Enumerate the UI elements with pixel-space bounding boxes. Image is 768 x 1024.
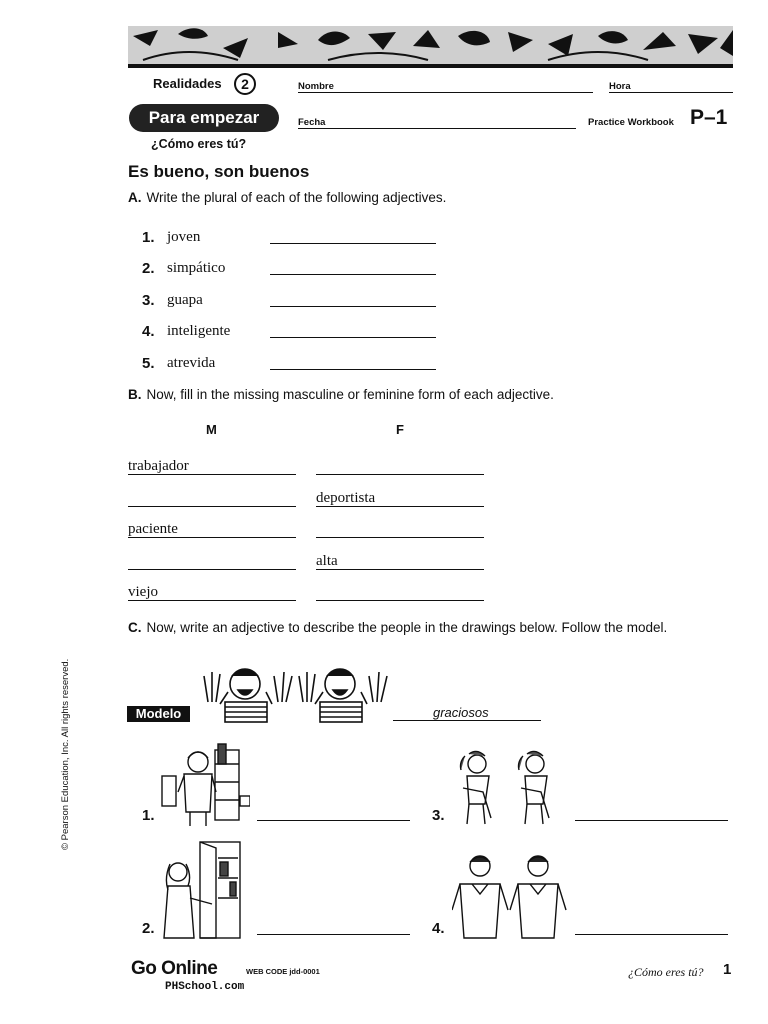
chapter-pill: Para empezar — [129, 104, 279, 132]
model-answer: graciosos — [433, 705, 489, 720]
part-b-letter: B. — [128, 387, 142, 402]
drawing-2-illustration — [160, 838, 245, 940]
masculine-blank[interactable] — [128, 568, 296, 570]
model-illustration — [200, 662, 390, 724]
part-c-letter: C. — [128, 620, 142, 635]
drawing-3-illustration — [455, 748, 570, 828]
drawing-number: 4. — [432, 920, 445, 937]
item-number: 2. — [142, 260, 155, 277]
drawing-answer-blank[interactable] — [257, 933, 410, 935]
item-number: 1. — [142, 229, 155, 246]
model-label: Modelo — [127, 706, 190, 722]
masculine-form: viejo — [128, 584, 158, 600]
workbook-label: Practice Workbook — [588, 117, 674, 128]
hora-label: Hora — [609, 81, 631, 92]
part-c-text: Now, write an adjective to describe the people in the drawings below. Follow the model. — [146, 620, 668, 635]
masculine-form: paciente — [128, 521, 178, 537]
feminine-blank[interactable] — [316, 536, 484, 538]
part-b-text: Now, fill in the missing masculine or feminine form of each adjective. — [146, 387, 554, 402]
drawing-4-illustration — [452, 850, 572, 940]
fecha-label: Fecha — [298, 117, 326, 128]
feminine-blank[interactable] — [316, 505, 484, 507]
page-title: Es bueno, son buenos — [128, 162, 310, 181]
site-address[interactable]: PHSchool.com — [165, 981, 245, 993]
feminine-blank[interactable] — [316, 473, 484, 475]
masculine-form: trabajador — [128, 458, 189, 474]
feminine-blank[interactable] — [316, 568, 484, 570]
feminine-form: deportista — [316, 490, 376, 506]
chapter-subtitle: ¿Cómo eres tú? — [151, 137, 247, 151]
adjective-word: guapa — [167, 292, 203, 308]
page-number: 1 — [723, 961, 732, 978]
adjective-word: simpático — [167, 260, 226, 276]
drawing-answer-blank[interactable] — [257, 819, 410, 821]
item-number: 3. — [142, 292, 155, 309]
banner-pattern — [128, 26, 733, 64]
hora-line[interactable] — [609, 92, 733, 93]
drawing-answer-blank[interactable] — [575, 933, 728, 935]
nombre-line[interactable] — [298, 92, 593, 93]
part-a-text: Write the plural of each of the following adjectives. — [146, 190, 447, 205]
part-a-instruction — [128, 190, 446, 205]
drawing-number: 3. — [432, 807, 445, 824]
masculine-blank[interactable] — [128, 599, 296, 601]
adjective-word: atrevida — [167, 355, 216, 371]
adjective-word: inteligente — [167, 323, 231, 339]
page-code: P–1 — [690, 106, 728, 129]
part-a-letter: A. — [128, 190, 142, 205]
fecha-line[interactable] — [298, 128, 576, 129]
level-badge: 2 — [234, 73, 256, 95]
answer-blank[interactable] — [270, 242, 436, 244]
item-number: 4. — [142, 323, 155, 340]
answer-blank[interactable] — [270, 273, 436, 275]
adjective-word: joven — [167, 229, 201, 245]
drawing-1-illustration — [160, 742, 250, 828]
answer-blank[interactable] — [270, 305, 436, 307]
item-number: 5. — [142, 355, 155, 372]
footer-chapter: ¿Cómo eres tú? — [628, 965, 704, 979]
header-banner — [128, 26, 733, 68]
answer-blank[interactable] — [270, 368, 436, 370]
masculine-column-header: M — [206, 422, 217, 437]
masculine-blank[interactable] — [128, 505, 296, 507]
feminine-column-header: F — [396, 422, 404, 437]
feminine-form: alta — [316, 553, 338, 569]
drawing-number: 1. — [142, 807, 155, 824]
web-code: WEB CODE jdd-0001 — [246, 967, 320, 976]
drawing-number: 2. — [142, 920, 155, 937]
answer-blank[interactable] — [270, 336, 436, 338]
feminine-blank[interactable] — [316, 599, 484, 601]
masculine-blank[interactable] — [128, 536, 296, 538]
drawing-answer-blank[interactable] — [575, 819, 728, 821]
nombre-label: Nombre — [298, 81, 334, 92]
masculine-blank[interactable] — [128, 473, 296, 475]
part-c-instruction — [128, 620, 667, 635]
copyright-notice: © Pearson Education, Inc. All rights reserved. — [60, 658, 71, 850]
series-title: Realidades — [153, 76, 222, 91]
part-b-instruction — [128, 387, 554, 402]
go-online-logo: Go Online — [131, 958, 218, 979]
